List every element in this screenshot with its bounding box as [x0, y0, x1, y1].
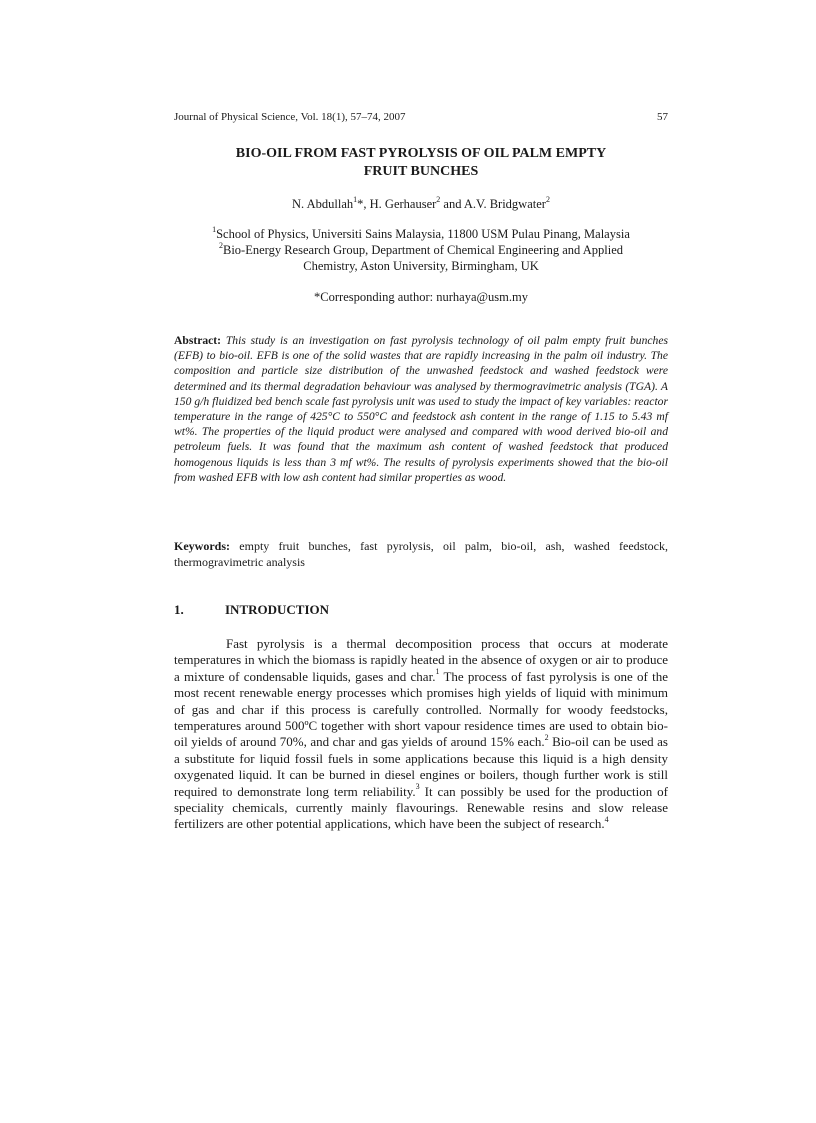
- author-2: H. Gerhauser: [369, 197, 437, 211]
- affiliation-2: [174, 242, 668, 258]
- journal-citation: Journal of Physical Science, Vol. 18(1), 57–74, 2007: [174, 111, 406, 123]
- title-line-2: FRUIT BUNCHES: [363, 164, 479, 179]
- author-3-affiliation: 2: [545, 194, 550, 204]
- corresponding-author: *Corresponding author: nurhaya@usm.my: [314, 290, 528, 304]
- introduction-paragraph: [174, 636, 668, 833]
- citation-1: 1: [435, 667, 440, 677]
- paper-title: [174, 145, 668, 181]
- citation-4: 4: [604, 815, 609, 825]
- corresponding-mark: *,: [357, 197, 370, 211]
- citation-3: 3: [415, 782, 420, 792]
- section-title: INTRODUCTION: [225, 602, 330, 617]
- author-1: N. Abdullah: [292, 197, 354, 211]
- intro-text-3: Bio-oil can be used as a substitute for liquid fossil fuels in some applications because this liquid is a high density oxygenated liquid. It can be burned in diesel engines or boilers, though further work is still required to demonstrate long term reliability.: [174, 734, 668, 799]
- affiliation-2-text-line-2: Chemistry, Aston University, Birmingham, UK: [303, 259, 539, 273]
- keywords-label: Keywords:: [174, 539, 230, 553]
- affiliation-1-number: 1: [212, 224, 217, 234]
- author-connector: and: [440, 197, 464, 211]
- title-line-1: BIO-OIL FROM FAST PYROLYSIS OF OIL PALM EMPTY: [235, 146, 607, 161]
- intro-text-4: It can possibly be used for the production of speciality chemicals, currently mainly flavourings. Renewable resins and slow release fertilizers are other potential applications, which have been the subject of research.: [174, 783, 668, 832]
- running-head: [174, 111, 668, 123]
- abstract: [174, 333, 668, 485]
- affiliations: [174, 226, 668, 274]
- intro-text-1: Fast pyrolysis is a thermal decomposition process that occurs at moderate temperatures in which the biomass is rapidly heated in the absence of oxygen or air to produce a mixture of condensable liquids, gases and char.: [174, 636, 668, 684]
- author-list: [174, 194, 668, 212]
- keywords-text: empty fruit bunches, fast pyrolysis, oil palm, bio-oil, ash, washed feedstock, thermogravimetric analysis: [174, 539, 668, 569]
- intro-text-2: The process of fast pyrolysis is one of the most recent renewable energy processes which promises high yields of liquid with minimum of gas and char if this process is carefully controlled. Normally for woody feedstocks, temperatures around 500ºC together with short vapour residence times are used to obtain bio-oil yields of around 70%, and char and gas yields of around 15% each.: [174, 668, 669, 750]
- page-number: 57: [657, 111, 668, 123]
- section-number: 1.: [174, 602, 184, 617]
- keywords: [174, 538, 668, 570]
- affiliation-2-text-line-1: Bio-Energy Research Group, Department of Chemical Engineering and Applied: [223, 243, 623, 257]
- author-3: A.V. Bridgwater: [463, 197, 546, 211]
- affiliation-1: [174, 226, 668, 242]
- abstract-text: This study is an investigation on fast pyrolysis technology of oil palm empty fruit bunches (EFB) to bio-oil. EFB is one of the solid wastes that are rapidly increasing in the palm oil industry. The composition and particle size distribution of the unwashed feedstock and washed feedstock were determined and its thermal degradation behaviour was analysed by thermogravimetric analysis (TGA). A 150 g/h fluidized bed bench scale fast pyrolysis unit was used to study the impact of key variables: reactor temperature in the range of 425°C to 550°C and feedstock ash content in the range of 1.15 to 5.43 mf wt%. The properties of the liquid product were analysed and compared with wood derived bio-oil and petroleum fuels. It was found that the maximum ash content of washed feedstock that produced homogenous liquids is less than 3 mf wt%. The results of pyrolysis experiments showed that the bio-oil from washed EFB with low ash content had similar properties as wood.: [174, 334, 668, 484]
- citation-2: 2: [544, 733, 549, 743]
- affiliation-2-number: 2: [219, 240, 223, 250]
- affiliation-1-text: School of Physics, Universiti Sains Malaysia, 11800 USM Pulau Pinang, Malaysia: [216, 227, 630, 241]
- affiliation-2-continued: [174, 258, 668, 274]
- abstract-label: Abstract:: [174, 334, 222, 347]
- author-1-affiliation: 1: [353, 194, 358, 204]
- section-heading: [174, 602, 668, 618]
- author-2-affiliation: 2: [436, 194, 441, 204]
